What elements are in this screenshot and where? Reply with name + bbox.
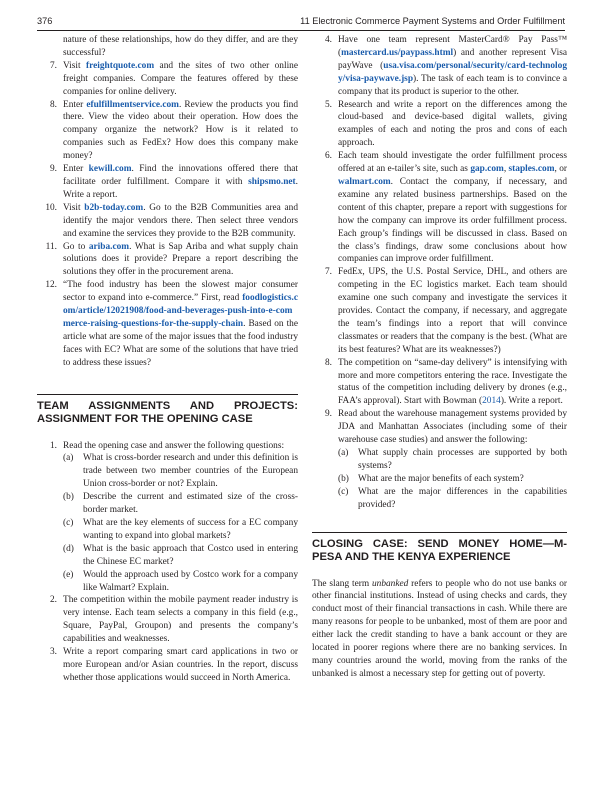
exercise-text: nature of these relationships, how do they differ, and are they successful? — [63, 35, 298, 58]
exercise-12: 12. “The food industry has been the slowest major consumer sector to expand into e-commerce.” First, read foodlogistics.com/article/12021908/food-and-beverages-push-into-e-commerce-raising-questions-for-the-supply-chain. Based on the article what are some of the major issues that the food industry faces with EC? What are some of the solutions that have tried to address these issues? — [37, 279, 298, 369]
link-mastercard[interactable]: mastercard.us/paypass.html — [341, 47, 454, 58]
link-efulfillmentservice[interactable]: efulfillmentservice.com — [86, 99, 179, 110]
team-assignment-3: 3. Write a report comparing smart card applications in two or more European and/or Asian countries. In the report, discuss whether those applications would succeed in North America. — [37, 646, 298, 685]
assignment-number: 3. — [49, 647, 57, 658]
sub-question-a: (a) What supply chain processes are supported by both systems? — [338, 448, 567, 471]
term-unbanked: unbanked — [371, 578, 409, 589]
sub-question-a: (a) What is cross-border research and under this definition is trade between two member countries of the European Union cross-border or not? Explain. — [63, 453, 298, 490]
assignment-number: 9. — [324, 409, 332, 420]
exercise-10: 10. Visit b2b-today.com. Go to the B2B Communities area and identify the major vendors there. Then select three vendors and examine the services they provide to the B2B community. — [37, 202, 298, 241]
section-heading-closing-case: CLOSING CASE: SEND MONEY HOME—M-PESA AND THE KENYA EXPERIENCE — [312, 537, 567, 564]
exercise-9: 9. Enter kewill.com. Find the innovations offered there that facilitate order fulfillment. Compare it with shipsmo.net. Write a report. — [37, 163, 298, 202]
left-column — [37, 34, 298, 685]
team-assignment-9: 9. Read about the warehouse management systems provided by JDA and Manhattan Associates (including some of their warehouse case studies) and answer the following: (a) What supply chain processes are supported by both systems? (b) What are the major benefits of each system? (c) What are the major differences in the capabilities provided? — [312, 408, 567, 511]
team-assignment-7: 7. FedEx, UPS, the U.S. Postal Service, DHL, and others are competing in the EC logistics market. Each team should examine one such company and investigate the services it provides. Contact the company, if necessary, and aggregate the team’s findings into a report that will convince classmates or readers that the company is the best. (What are its best features? What are its weaknesses?) — [312, 266, 567, 356]
exercise-8: 8. Enter efulfillmentservice.com. Review the products you find there. View the video about their operation. How does the company organize the network? How is it related to companies such as FedEx? How does this company make money? — [37, 99, 298, 164]
page-number: 376 — [37, 16, 53, 26]
link-staples[interactable]: staples.com — [508, 164, 555, 175]
link-b2b-today[interactable]: b2b-today.com — [84, 202, 144, 213]
section-heading-team-assignments: TEAM ASSIGNMENTS AND PROJECTS: ASSIGNMENT FOR THE OPENING CASE — [37, 399, 298, 426]
sub-question-b: (b) What are the major benefits of each system? — [338, 473, 524, 484]
right-column — [312, 34, 567, 681]
link-walmart[interactable]: walmart.com — [338, 176, 391, 187]
exercise-number: 9. — [49, 164, 57, 175]
exercise-number: 11. — [45, 241, 57, 252]
citation-link-2014[interactable]: 2014 — [482, 396, 501, 407]
team-assignment-1: 1. Read the opening case and answer the following questions: (a) What is cross-border research and under this definition is trade between two member countries of the European Union cross-border or not? Explain. (b) Describe the current and estimated size of the cross-border market. (c) What are the key elements of success for a EC company wanting to expand into global markets? (d) What is the basic approach that Costco used in entering the Chinese EC market? (e) Would the approach used by Costco work for a company like Walmart? Explain. — [37, 440, 298, 595]
link-freightquote[interactable]: freightquote.com — [86, 60, 155, 71]
running-title: 11 Electronic Commerce Payment Systems and Order Fulfillment — [300, 16, 565, 26]
exercise-number: 7. — [49, 60, 57, 71]
team-assignment-6: 6. Each team should investigate the order fulfillment process offered at an e-tailer’s site, such as gap.com, staples.com, or walmart.com. Contact the company, if necessary, and examine any related business partnerships. Based on the content of this chapter, prepare a report with suggestions for how the company can improve its order fulfillment process. Each group’s findings will be discussed in class. Based on the class’s findings, draw some conclusions about how companies can improve order fulfillment. — [312, 150, 567, 266]
sub-question-e: (e) Would the approach used by Costco work for a company like Walmart? Explain. — [63, 569, 298, 593]
exercise-6-continued — [37, 34, 298, 60]
assignment-number: 5. — [324, 99, 332, 110]
sub-question-c: (c) What are the key elements of success for a EC company wanting to expand into global markets? — [63, 518, 298, 541]
team-assignment-4: 4. Have one team represent MasterCard® Pay Pass™ (mastercard.us/paypass.html) and another represent Visa payWave (usa.visa.com/personal/security/card-technology/visa-paywave.jsp). The task of each team is to convince a company that its product is superior to the other. — [312, 34, 567, 99]
team-assignment-5: 5. Research and write a report on the differences among the cloud-based and device-based digital wallets, giving examples of each and noting the pros and cons of each approach. — [312, 99, 567, 151]
exercise-number: 8. — [49, 99, 57, 110]
assignment-number: 6. — [324, 151, 332, 162]
sub-question-b: (b) Describe the current and estimated size of the cross-border market. — [63, 492, 298, 516]
exercise-number: 12. — [45, 280, 57, 291]
team-assignment-2: 2. The competition within the mobile payment reader industry is very intense. Each team selects a company in this field (e.g., Square, PayPal, Groupon) and presents the company’s capabilities and weaknesses. — [37, 594, 298, 646]
link-kewill[interactable]: kewill.com — [88, 164, 132, 175]
team-assignment-8: 8. The competition on “same-day delivery” is intensifying with more and more competitors entering the race. Investigate the status of the competition including delivery by drones (e.g., FAA’s approval). Start with Bowman (2014). Write a report. — [312, 357, 567, 409]
header-rule — [37, 30, 565, 31]
exercise-number: 10. — [45, 202, 57, 213]
section-divider — [312, 532, 567, 533]
sub-question-c: (c) What are the major differences in the capabilities provided? — [338, 486, 567, 510]
assignment-number: 1. — [49, 440, 57, 451]
sub-question-d: (d) What is the basic approach that Costco used in entering the Chinese EC market? — [63, 543, 298, 567]
link-ariba[interactable]: ariba.com — [88, 241, 130, 252]
link-shipsmo[interactable]: shipsmo.net — [248, 176, 296, 187]
closing-case-paragraph: The slang term unbanked refers to people who do not use banks or other financial institutions. Instead of using checks and cards, they conduct most of their financial transactions in cash. While there are many reasons for people to be unbanked, most of them are poor and either lack the credit standing to have a bank account or they are located in poorer regions where there are no banking services. In many countries around the world, moving from the ranks of the unbanked is almost a necessary step for getting out of poverty. — [312, 578, 567, 679]
link-gap[interactable]: gap.com — [470, 164, 504, 175]
exercise-11: 11. Go to ariba.com. What is Sap Ariba and what supply chain solutions does it provide? Prepare a report describing the solutions they offer in the procurement arena. — [37, 241, 298, 280]
section-divider — [37, 394, 298, 395]
exercise-7: 7. Visit freightquote.com and the sites of two other online freight companies. Compare the features offered by these companies for online delivery. — [37, 60, 298, 99]
assignment-number: 8. — [324, 357, 332, 368]
link-visa-paywave[interactable]: usa.visa.com/personal/security/card-technology/visa-paywave.jsp — [338, 60, 567, 84]
link-foodlogistics[interactable]: foodlogistics.com/article/12021908/food-and-beverages-push-into-e-commerce-raising-questions-for-the-supply-chain — [63, 293, 298, 329]
assignment-number: 4. — [324, 35, 332, 45]
assignment-number: 7. — [324, 267, 332, 278]
assignment-number: 2. — [49, 595, 57, 606]
